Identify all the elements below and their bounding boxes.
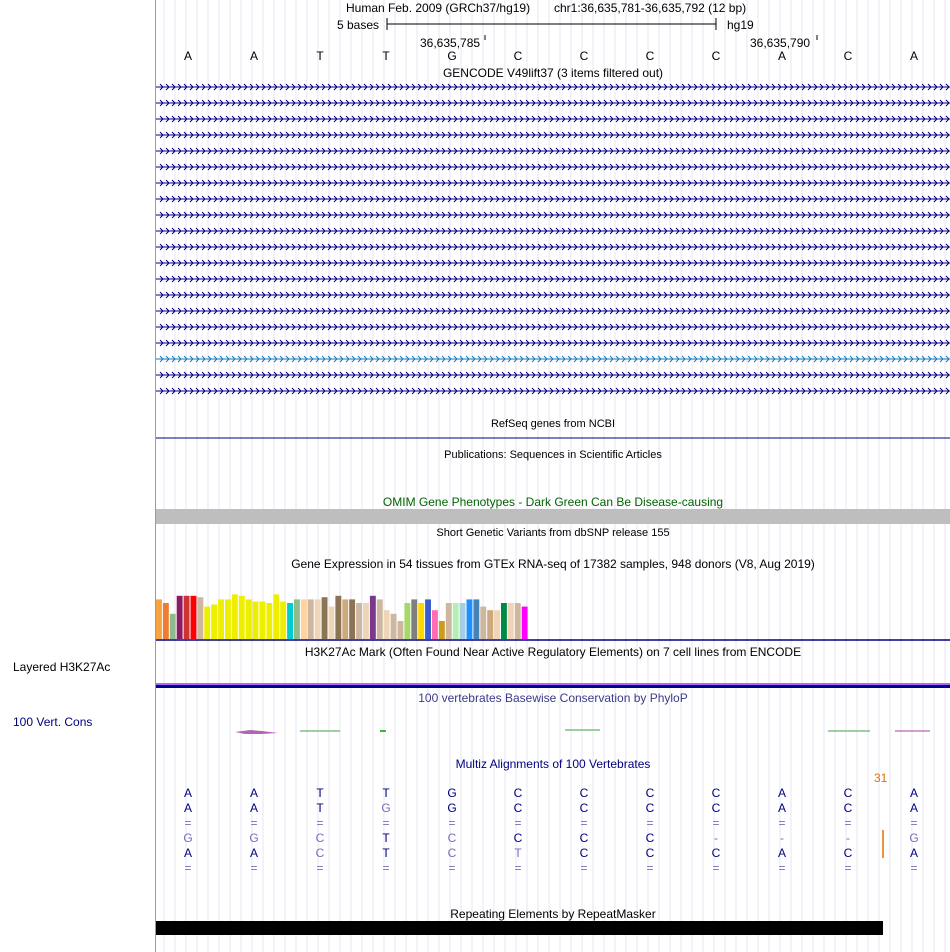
aligned-base: C [579, 801, 589, 815]
aligned-base: C [513, 831, 523, 845]
aligned-base: = [382, 816, 390, 830]
aligned-base: = [316, 816, 324, 830]
repeatmasker-element[interactable] [156, 921, 883, 935]
aligned-base: - [846, 831, 850, 845]
refseq-title: RefSeq genes from NCBI [490, 418, 616, 430]
aligned-base: = [448, 861, 456, 875]
aligned-base: G [909, 831, 919, 845]
aligned-base: A [249, 786, 258, 800]
reference-base: C [711, 49, 721, 63]
aligned-base: - [780, 831, 784, 845]
aligned-base: A [249, 846, 258, 860]
aligned-base: - [714, 831, 718, 845]
aligned-base: C [579, 831, 589, 845]
h3k27ac-title: H3K27Ac Mark (Often Found Near Active Regulatory Elements) on 7 cell lines from ENCODE [304, 645, 802, 659]
aligned-base: C [711, 786, 721, 800]
phylop-title: 100 vertebrates Basewise Conservation by PhyloP [418, 691, 688, 705]
aligned-base: T [382, 831, 390, 845]
aligned-base: C [315, 846, 325, 860]
aligned-base: = [712, 816, 720, 830]
aligned-base: = [778, 861, 786, 875]
aligned-base: T [514, 846, 522, 860]
aligned-base: = [910, 861, 918, 875]
reference-base: A [909, 49, 918, 63]
reference-base: A [249, 49, 258, 63]
aligned-base: = [250, 816, 258, 830]
aligned-base: C [579, 786, 589, 800]
aligned-base: C [645, 846, 655, 860]
aligned-base: A [909, 846, 918, 860]
coord-1: 36,635,785 [420, 36, 481, 50]
aligned-base: = [778, 816, 786, 830]
aligned-base: G [249, 831, 259, 845]
aligned-base: = [514, 816, 522, 830]
aligned-base: T [382, 786, 390, 800]
aligned-base: = [646, 861, 654, 875]
aligned-base: A [183, 801, 192, 815]
repeatmasker-title: Repeating Elements by RepeatMasker [450, 907, 656, 921]
aligned-base: A [183, 786, 192, 800]
aligned-base: C [513, 801, 523, 815]
aligned-base: = [844, 861, 852, 875]
aligned-base: C [513, 786, 523, 800]
position-text: chr1:36,635,781-36,635,792 (12 bp) [554, 1, 747, 15]
aligned-base: G [447, 801, 457, 815]
phylop-label[interactable]: 100 Vert. Cons [13, 715, 93, 729]
scale-text: 5 bases [337, 18, 380, 32]
aligned-base: C [645, 801, 655, 815]
reference-base: G [447, 49, 457, 63]
aligned-base: C [843, 786, 853, 800]
dbsnp-title: Short Genetic Variants from dbSNP release 155 [436, 527, 670, 539]
aligned-base: A [909, 801, 918, 815]
aligned-base: C [447, 846, 457, 860]
aligned-base: = [184, 816, 192, 830]
reference-base: C [513, 49, 523, 63]
aligned-base: A [249, 801, 258, 815]
aligned-base: = [580, 861, 588, 875]
aligned-base: A [183, 846, 192, 860]
aligned-base: C [645, 831, 655, 845]
aligned-base: A [909, 786, 918, 800]
aligned-base: C [315, 831, 325, 845]
aligned-base: A [777, 846, 786, 860]
aligned-base: C [447, 831, 457, 845]
gencode-title: GENCODE V49lift37 (3 items filtered out) [442, 66, 664, 80]
gtex-title: Gene Expression in 54 tissues from GTEx RNA-seq of 17382 samples, 948 donors (V8, Aug 2019) [291, 557, 815, 571]
reference-base: C [579, 49, 589, 63]
scale-db: hg19 [727, 18, 754, 32]
reference-base: A [777, 49, 786, 63]
aligned-base: = [910, 816, 918, 830]
aligned-base: = [844, 816, 852, 830]
reference-base: C [843, 49, 853, 63]
aligned-base: = [250, 861, 258, 875]
aligned-base: = [712, 861, 720, 875]
assembly-text: Human Feb. 2009 (GRCh37/hg19) [346, 1, 531, 15]
aligned-base: T [316, 801, 324, 815]
aligned-base: = [316, 861, 324, 875]
reference-base: T [316, 49, 324, 63]
omim-title: OMIM Gene Phenotypes - Dark Green Can Be Disease-causing [382, 495, 724, 509]
aligned-base: C [711, 846, 721, 860]
aligned-base: = [580, 816, 588, 830]
aligned-base: G [447, 786, 457, 800]
publications-title: Publications: Sequences in Scientific Articles [444, 449, 662, 461]
aligned-base: T [316, 786, 324, 800]
aligned-base: G [381, 801, 391, 815]
reference-base: C [645, 49, 655, 63]
aligned-base: G [183, 831, 193, 845]
aligned-base: T [382, 846, 390, 860]
reference-base: A [183, 49, 192, 63]
gaps-count: 31 [874, 771, 888, 785]
aligned-base: C [843, 801, 853, 815]
h3k27ac-label[interactable]: Layered H3K27Ac [13, 660, 111, 674]
multiz-title: Multiz Alignments of 100 Vertebrates [455, 757, 651, 771]
aligned-base: = [448, 816, 456, 830]
aligned-base: = [514, 861, 522, 875]
aligned-base: = [184, 861, 192, 875]
aligned-base: C [711, 801, 721, 815]
aligned-base: A [777, 801, 786, 815]
aligned-base: C [645, 786, 655, 800]
aligned-base: = [646, 816, 654, 830]
aligned-base: C [843, 846, 853, 860]
aligned-base: = [382, 861, 390, 875]
aligned-base: A [777, 786, 786, 800]
coord-2: 36,635,790 [750, 36, 811, 50]
reference-base: T [382, 49, 390, 63]
aligned-base: C [579, 846, 589, 860]
